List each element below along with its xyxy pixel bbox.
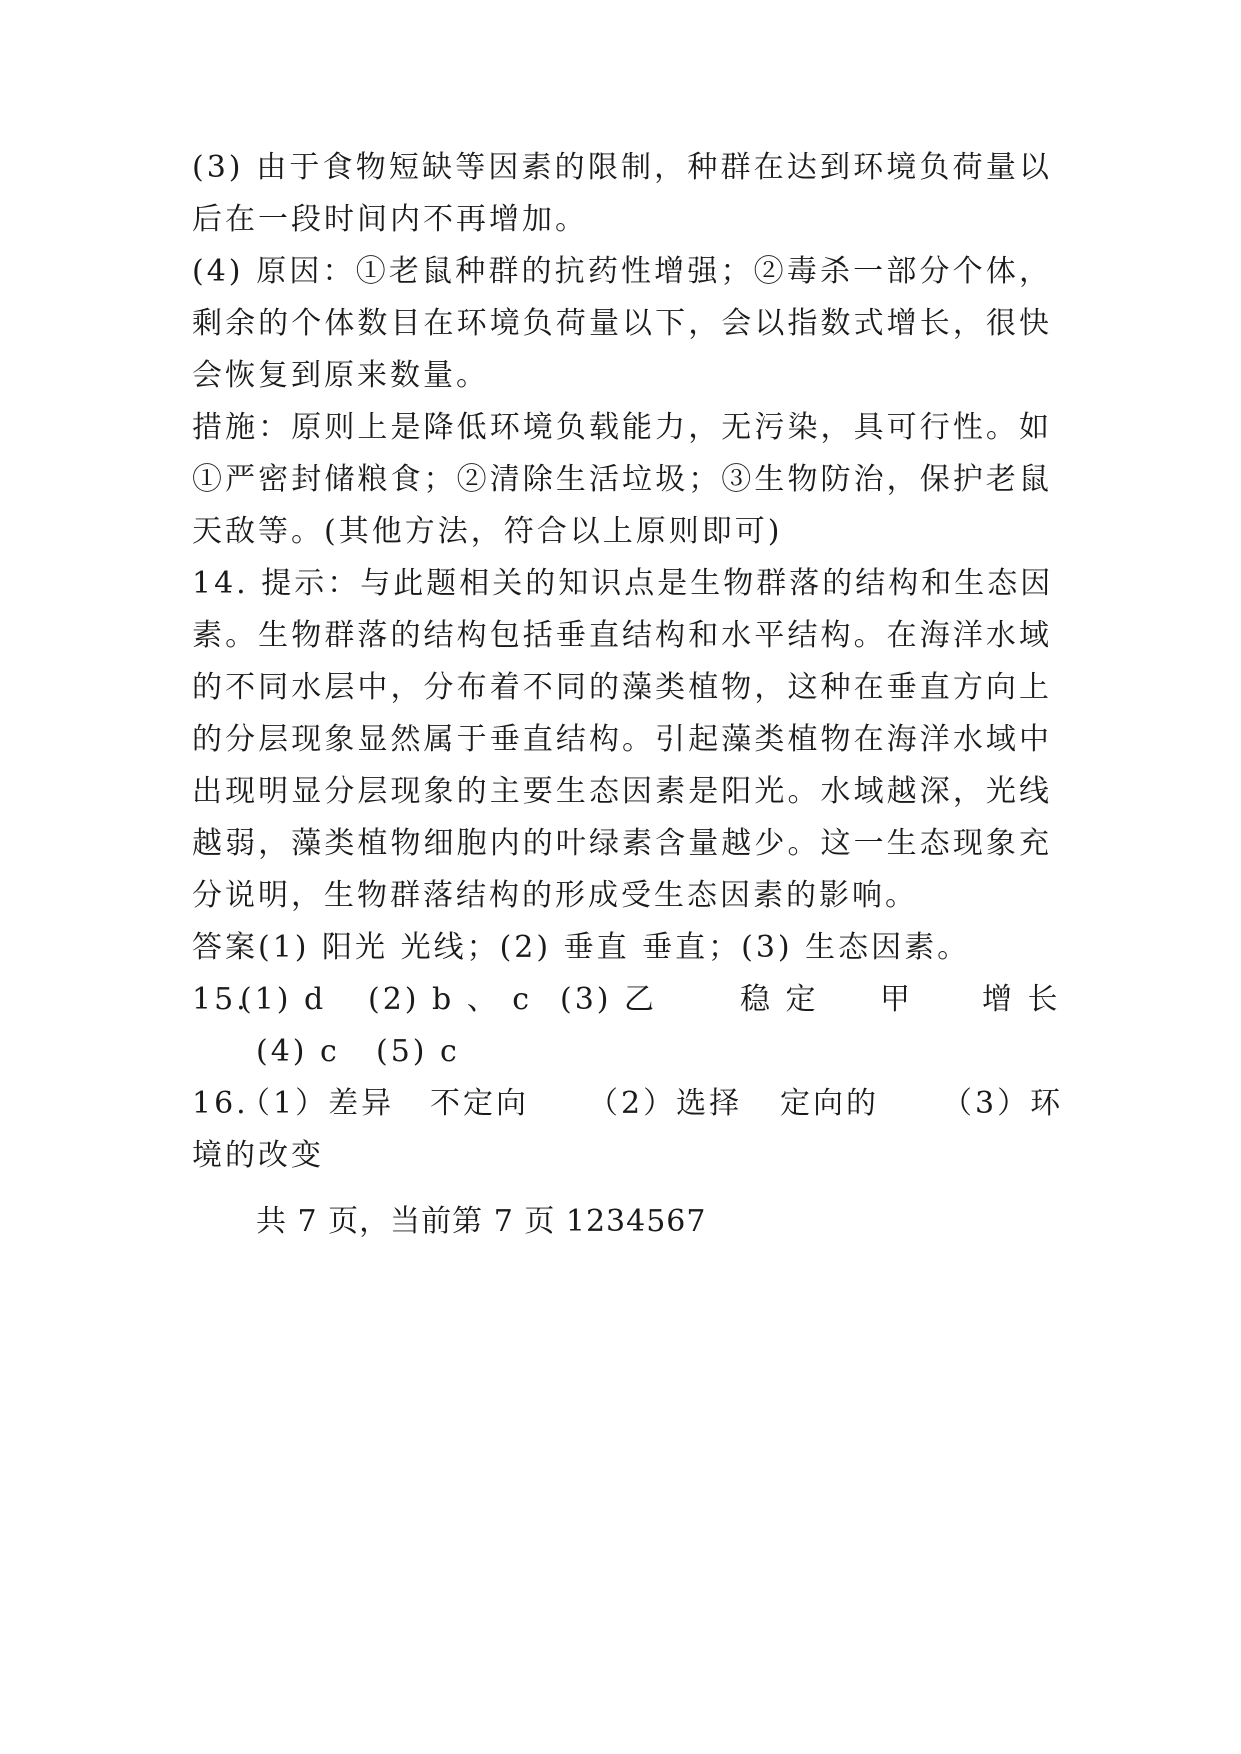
text-line: 天敌等。(其他方法，符合以上原则即可) [192, 514, 783, 549]
answer-item: (1) d [240, 982, 327, 1017]
text-line: 措施：原则上是降低环境负载能力，无污染，具可行性。如 [192, 410, 1052, 445]
text-line: (3) 由于食物短缺等因素的限制，种群在达到环境负荷量以 [192, 150, 1052, 185]
text-line: 分说明，生物群落结构的形成受生态因素的影响。 [192, 878, 918, 913]
answer-item: (5) c [376, 1034, 460, 1069]
answer-item: （1）差异 [240, 1086, 395, 1121]
answer-item: （2）选择 [588, 1086, 743, 1121]
answer-item: (2) b 、 c [368, 982, 533, 1017]
text-line: 14. 提示：与此题相关的知识点是生物群落的结构和生态因 [192, 566, 1054, 601]
text-line: ①严密封储粮食；②清除生活垃圾；③生物防治，保护老鼠 [192, 462, 1052, 497]
question-number: 15. [192, 982, 249, 1017]
text-line: 素。生物群落的结构包括垂直结构和水平结构。在海洋水域 [192, 618, 1052, 653]
question-number: 16. [192, 1086, 249, 1121]
text-line: 的分层现象显然属于垂直结构。引起藻类植物在海洋水域中 [192, 722, 1052, 757]
text-line: 剩余的个体数目在环境负荷量以下，会以指数式增长，很快 [192, 306, 1052, 341]
answer-item: 增 长 [982, 982, 1061, 1017]
question-16-row [192, 1084, 1064, 1124]
answer-item: 甲 [880, 982, 913, 1017]
page-footer: 共 7 页，当前第 7 页 1234567 [256, 1204, 707, 1239]
answer-item: (4) c [256, 1034, 340, 1069]
answer-item: 不定向 [430, 1086, 529, 1121]
text-line: 越弱，藻类植物细胞内的叶绿素含量越少。这一生态现象充 [192, 826, 1052, 861]
text-line: 出现明显分层现象的主要生态因素是阳光。水域越深，光线 [192, 774, 1052, 809]
text-line: 后在一段时间内不再增加。 [192, 202, 588, 237]
text-line: 的不同水层中，分布着不同的藻类植物，这种在垂直方向上 [192, 670, 1052, 705]
question-15-row [192, 980, 1061, 1020]
answer-item: 稳 定 [740, 982, 819, 1017]
text-line: (4) 原因：①老鼠种群的抗药性增强；②毒杀一部分个体， [192, 254, 1052, 289]
text-line: 会恢复到原来数量。 [192, 358, 489, 393]
answer-item: （3）环 [942, 1086, 1064, 1121]
question-15-row-2 [192, 1032, 1052, 1072]
answer-line: 答案(1) 阳光 光线；(2) 垂直 垂直；(3) 生态因素。 [192, 930, 971, 965]
answer-item: 定向的 [780, 1086, 879, 1121]
answer-item: (3) 乙 [560, 982, 658, 1017]
text-line: 境的改变 [192, 1138, 324, 1173]
